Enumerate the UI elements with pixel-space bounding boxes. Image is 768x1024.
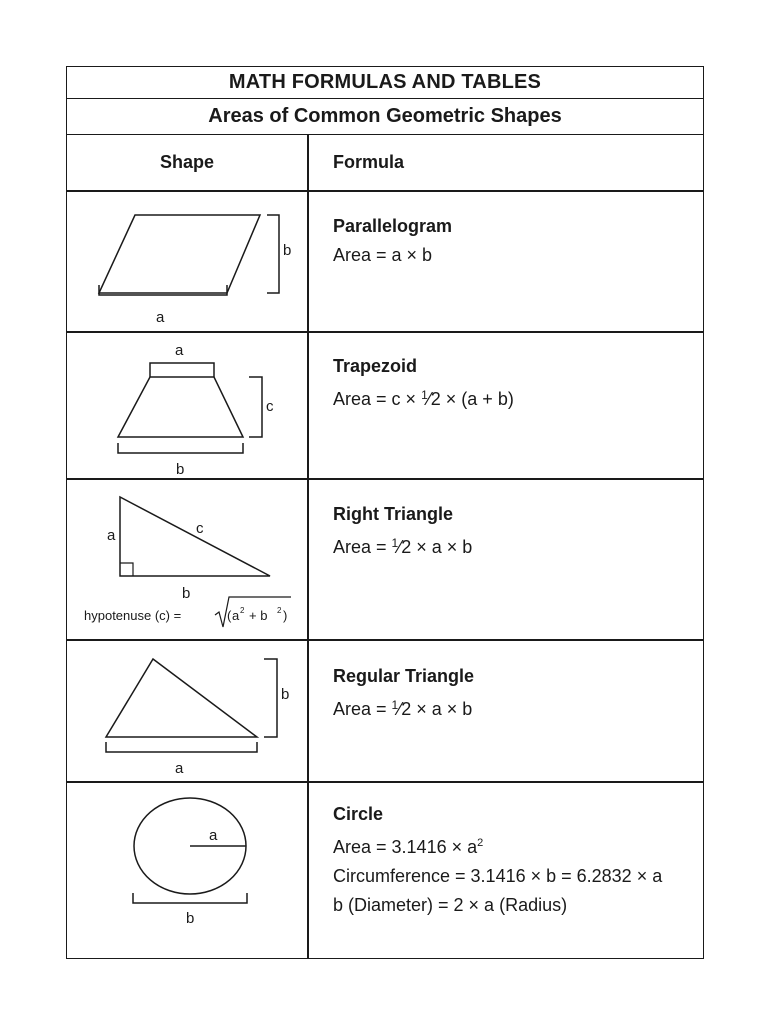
dimension-bracket-a xyxy=(106,742,257,752)
label-b: b xyxy=(176,461,185,478)
label-a: a xyxy=(175,342,184,359)
trapezoid-diagram xyxy=(67,333,307,478)
formula-parallelogram xyxy=(333,212,452,270)
shape-name: Circle xyxy=(333,804,384,824)
formula-circle xyxy=(333,800,662,920)
shape-name: Trapezoid xyxy=(333,356,418,376)
area-formula: Area = $^1$⁄2 × a × b xyxy=(333,536,473,557)
label-b: b xyxy=(283,242,292,259)
trapezoid-shape xyxy=(118,377,243,437)
label-b: b xyxy=(182,585,191,602)
regular-triangle-diagram xyxy=(67,641,307,781)
hypotenuse-label: hypotenuse (c) = xyxy=(84,608,182,623)
formula-regular-triangle xyxy=(333,662,474,724)
label-a: a xyxy=(107,527,116,544)
area-formula: Area = c × $^1$⁄2 × (a + b) xyxy=(333,388,514,409)
page-title: MATH FORMULAS AND TABLES xyxy=(67,67,703,99)
shape-name: Regular Triangle xyxy=(333,666,475,686)
shape-name: Parallelogram xyxy=(333,216,453,236)
formula-right-triangle xyxy=(333,500,472,562)
formula-trapezoid xyxy=(333,352,514,414)
parallelogram-diagram xyxy=(67,192,307,331)
right-angle-marker xyxy=(120,563,133,576)
dimension-bracket-c xyxy=(249,377,262,437)
label-b: b xyxy=(186,910,195,927)
circle-diagram xyxy=(67,783,307,958)
hypotenuse-paren-close: ) xyxy=(283,608,288,623)
dimension-bracket-a xyxy=(150,363,214,377)
right-triangle-diagram xyxy=(67,480,307,639)
label-a: a xyxy=(156,309,165,326)
label-c: c xyxy=(196,520,204,537)
column-header-formula: Formula xyxy=(333,152,405,172)
label-c: c xyxy=(266,398,274,415)
dimension-bracket-b xyxy=(118,443,243,453)
area-formula: Area = a × b xyxy=(333,245,433,265)
area-formula: Area = $3.1416 \times a^2$ xyxy=(333,837,484,857)
circumference-formula: Circumference = 3.1416 × b = 6.2832 × a xyxy=(333,866,663,886)
area-formula: Area = $^1$⁄2 × a × b xyxy=(333,698,473,719)
hypotenuse-exp-a: 2 xyxy=(240,606,245,615)
diameter-formula: b (Diameter) = 2 × a (Radius) xyxy=(333,895,568,915)
hypotenuse-term-b: + b xyxy=(249,608,268,623)
shape-name: Right Triangle xyxy=(333,504,454,524)
formula-table xyxy=(66,66,704,959)
table-subtitle: Areas of Common Geometric Shapes xyxy=(67,99,703,135)
hypotenuse-paren-open: ( xyxy=(227,608,232,623)
dimension-bracket-b xyxy=(267,215,279,293)
label-a: a xyxy=(175,760,184,777)
label-b: b xyxy=(281,686,290,703)
hypotenuse-exp-b: 2 xyxy=(277,606,282,615)
hypotenuse-term-a: a xyxy=(232,608,240,623)
regular-triangle-shape xyxy=(106,659,257,737)
column-header-shape: Shape xyxy=(159,152,215,172)
dimension-bracket-b xyxy=(264,659,277,737)
label-a: a xyxy=(209,827,218,844)
parallelogram-shape xyxy=(99,215,260,293)
right-triangle-shape xyxy=(120,497,270,576)
column-divider xyxy=(307,135,309,958)
